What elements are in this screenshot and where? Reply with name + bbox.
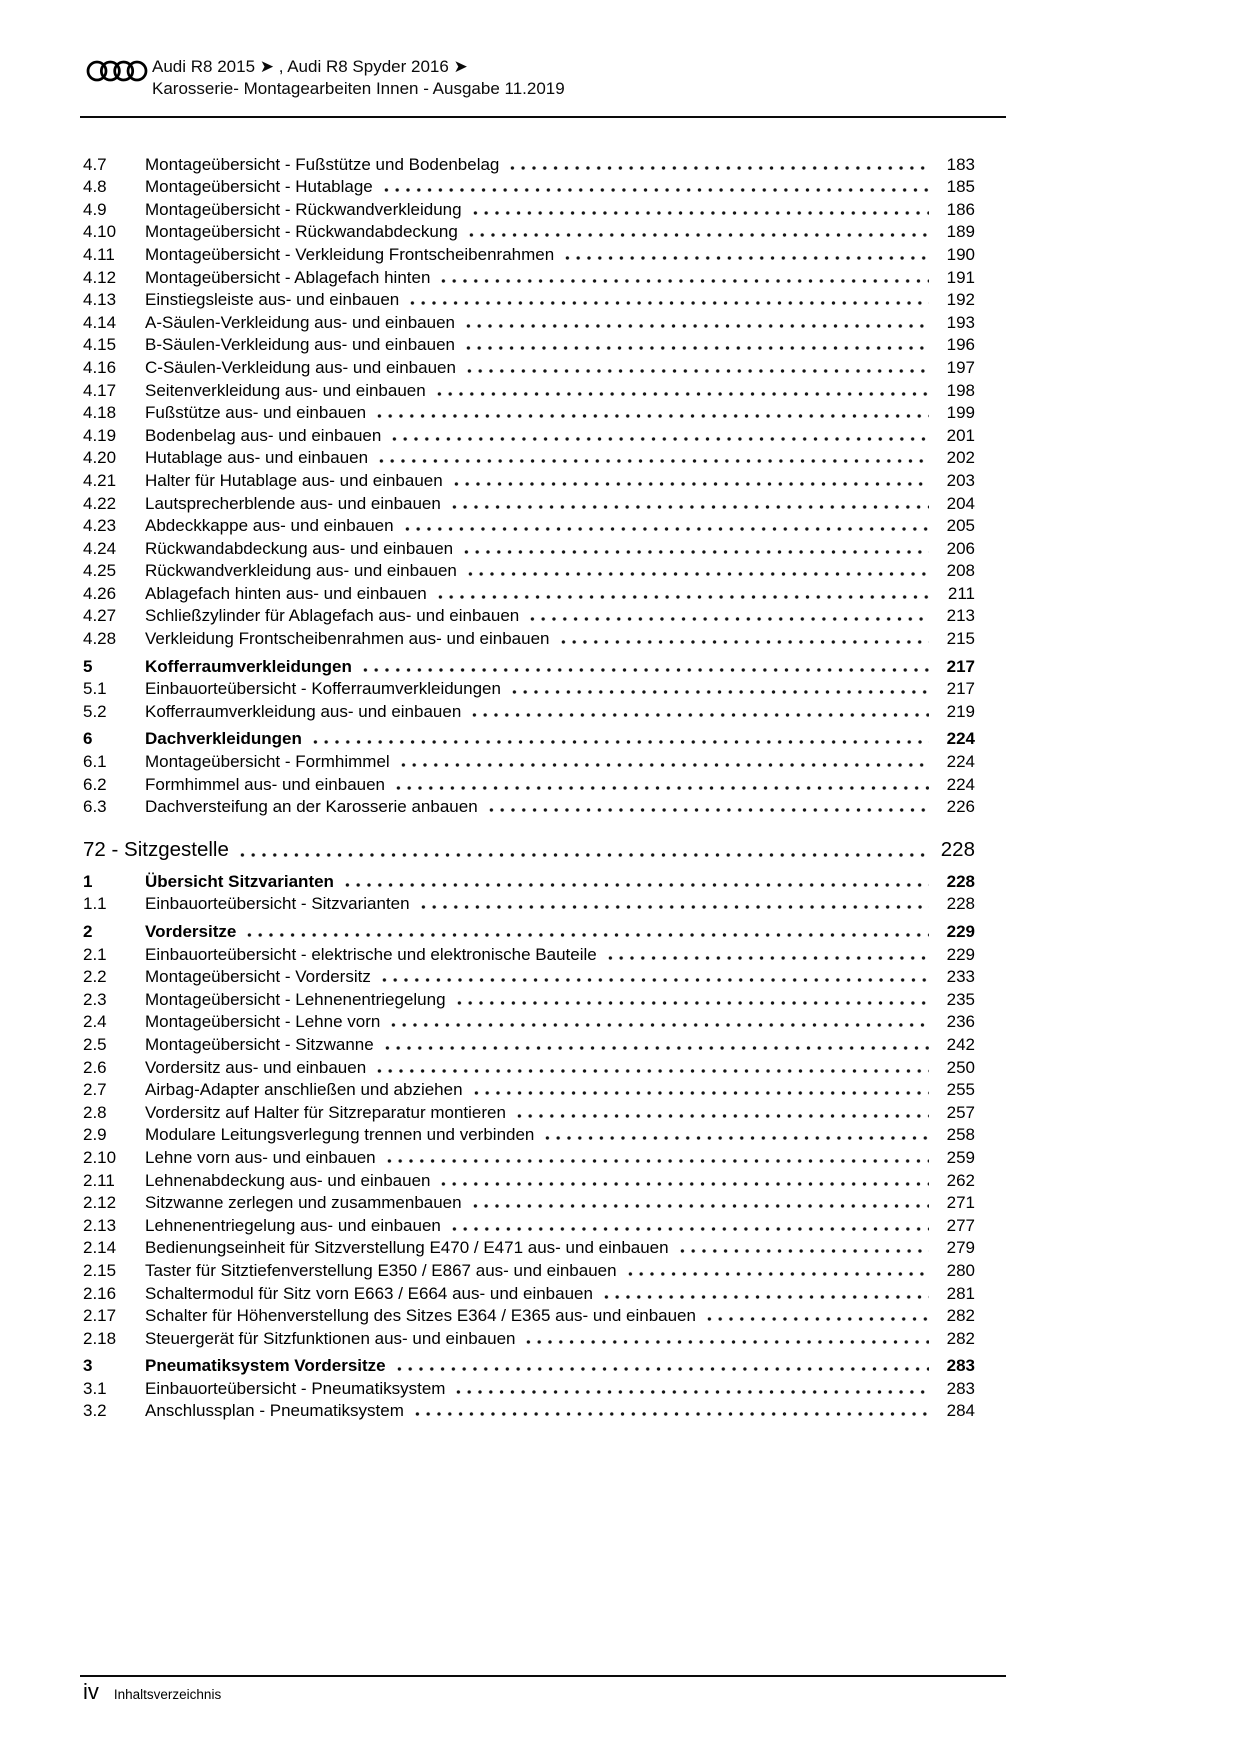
toc-entry: [83, 1032, 975, 1055]
toc-entry-page: 236: [946, 1012, 975, 1032]
toc-entry-number: 2.3: [83, 989, 107, 1009]
toc-entry-number: 2.9: [83, 1125, 107, 1145]
dotted-leader: [471, 1090, 929, 1096]
footer-label: Inhaltsverzeichnis: [113, 1687, 222, 1702]
dotted-leader: [704, 1316, 929, 1322]
toc-entry: [83, 197, 975, 220]
toc-entry-page: 201: [946, 425, 975, 445]
toc-entry-number: 2.6: [83, 1057, 107, 1077]
toc-entry: [83, 1399, 975, 1422]
dotted-leader: [389, 436, 929, 442]
toc-entry-number: 4.15: [83, 335, 117, 355]
toc-entry: [83, 514, 975, 537]
dotted-leader: [379, 977, 929, 983]
toc-entry-page: 228: [946, 894, 975, 914]
toc-entry: [83, 1258, 975, 1281]
toc-entry: [83, 1191, 975, 1214]
toc-entry: [83, 333, 975, 356]
toc-entry-page: 228: [940, 838, 975, 862]
toc-entry-page: 228: [946, 871, 975, 891]
toc-entry-page: 217: [946, 656, 975, 676]
toc-entry-page: 211: [947, 583, 975, 603]
toc-entry: [83, 265, 975, 288]
toc-entry: [83, 699, 975, 722]
toc-entry-number: 5: [83, 656, 93, 676]
toc-entry-number: 2.10: [83, 1147, 117, 1167]
toc-entry-number: 1.1: [83, 894, 107, 914]
toc-entry-title: C-Säulen-Verkleidung aus- und einbauen: [145, 357, 456, 377]
dotted-leader: [558, 639, 930, 645]
dotted-leader: [449, 504, 929, 510]
toc-entry-page: 226: [946, 797, 975, 817]
toc-entry-page: 262: [946, 1170, 975, 1190]
toc-entry: [83, 1123, 975, 1146]
toc-entry-title: Pneumatiksystem Vordersitze: [145, 1356, 386, 1376]
toc-entry-title: A-Säulen-Verkleidung aus- und einbauen: [145, 312, 456, 332]
dotted-leader: [381, 187, 929, 193]
dotted-leader: [486, 807, 929, 813]
toc-entry: [83, 242, 975, 265]
toc-entry-title: Montageübersicht - Rückwandverkleidung: [145, 199, 462, 219]
toc-entry-title: Rückwandverkleidung aus- und einbauen: [145, 561, 457, 581]
toc-entry-title: 72 - Sitzgestelle: [83, 838, 229, 862]
footer-divider: [80, 1675, 1006, 1677]
dotted-leader: [463, 345, 929, 351]
dotted-leader: [382, 1045, 929, 1051]
toc-entry-page: 224: [946, 729, 975, 749]
dotted-leader: [418, 904, 929, 910]
dotted-leader: [507, 165, 929, 171]
toc-entry-title: Montageübersicht - Verkleidung Frontscheibenrahmen: [145, 244, 555, 264]
toc-entry-title: Modulare Leitungsverlegung trennen und verbinden: [145, 1125, 535, 1145]
dotted-leader: [374, 1068, 929, 1074]
audi-rings-icon: [86, 60, 148, 87]
dotted-leader: [434, 391, 929, 397]
toc-entry-title: Bedienungseinheit für Sitzverstellung E470 / E471 aus- und einbauen: [145, 1238, 669, 1258]
toc-entry-title: Schließzylinder für Ablagefach aus- und einbauen: [145, 606, 520, 626]
toc-entry: [83, 378, 975, 401]
dotted-leader: [393, 785, 929, 791]
toc-entry-title: Formhimmel aus- und einbauen: [145, 774, 386, 794]
dotted-leader: [394, 1366, 929, 1372]
toc-entry: [83, 536, 975, 559]
toc-entry-number: 6.1: [83, 752, 107, 772]
toc-list: [83, 152, 975, 1421]
toc-entry-page: 280: [946, 1260, 975, 1280]
toc-entry-number: 2.16: [83, 1283, 117, 1303]
toc-entry-page: 204: [946, 493, 975, 513]
toc-entry-title: Einbauorteübersicht - Pneumatiksystem: [145, 1378, 446, 1398]
toc-entry-number: 3.1: [83, 1378, 107, 1398]
toc-entry-number: 2.15: [83, 1260, 117, 1280]
toc-entry: [83, 1145, 975, 1168]
toc-entry-title: Montageübersicht - Lehne vorn: [145, 1012, 381, 1032]
toc-entry-title: Vordersitz aus- und einbauen: [145, 1057, 367, 1077]
toc-entry-title: Lehne vorn aus- und einbauen: [145, 1147, 376, 1167]
dotted-leader: [376, 458, 929, 464]
toc-entry: [83, 175, 975, 198]
toc-entry: [83, 727, 975, 750]
toc-entry-title: Einbauorteübersicht - elektrische und elektronische Bauteile: [145, 944, 597, 964]
toc-entry-page: 185: [946, 177, 975, 197]
dotted-leader: [542, 1135, 929, 1141]
dotted-leader: [461, 549, 929, 555]
dotted-leader: [407, 300, 929, 306]
toc-entry-page: 224: [946, 774, 975, 794]
toc-entry-number: 6.2: [83, 774, 107, 794]
toc-entry-page: 242: [946, 1034, 975, 1054]
toc-entry-page: 283: [946, 1356, 975, 1376]
toc-entry-number: 4.9: [83, 199, 107, 219]
toc-entry-number: 2.11: [83, 1170, 115, 1190]
toc-entry-title: Abdeckkappe aus- und einbauen: [145, 516, 394, 536]
toc-entry-page: 283: [946, 1378, 975, 1398]
dotted-leader: [454, 1000, 929, 1006]
toc-entry-title: B-Säulen-Verkleidung aus- und einbauen: [145, 335, 456, 355]
toc-entry-page: 277: [946, 1215, 975, 1235]
toc-entry-number: 2.13: [83, 1215, 117, 1235]
toc-entry-number: 6.3: [83, 797, 107, 817]
toc-entry-page: 224: [946, 752, 975, 772]
toc-entry-page: 255: [946, 1080, 975, 1100]
toc-entry-page: 199: [946, 403, 975, 423]
dotted-leader: [465, 571, 929, 577]
toc-entry: [83, 677, 975, 700]
toc-entry-number: 2.1: [83, 944, 107, 964]
dotted-leader: [509, 689, 929, 695]
toc-entry-title: Lehnenentriegelung aus- und einbauen: [145, 1215, 441, 1235]
toc-entry-title: Steuergerät für Sitzfunktionen aus- und einbauen: [145, 1328, 516, 1348]
toc-entry: [83, 919, 975, 942]
toc-entry-title: Verkleidung Frontscheibenrahmen aus- und einbauen: [145, 629, 550, 649]
toc-entry: [83, 1236, 975, 1259]
toc-entry-page: 208: [946, 561, 975, 581]
toc-entry-title: Montageübersicht - Fußstütze und Bodenbelag: [145, 154, 500, 174]
toc-entry-title: Airbag-Adapter anschließen und abziehen: [145, 1080, 463, 1100]
dotted-leader: [435, 594, 929, 600]
toc-entry-number: 2.7: [83, 1080, 107, 1100]
toc-entry: [83, 152, 975, 175]
toc-entry-page: 229: [946, 922, 975, 941]
toc-entry-number: 5.2: [83, 701, 107, 721]
toc-entry-page: 259: [946, 1147, 975, 1167]
toc-entry-page: 229: [946, 944, 975, 964]
toc-entry-number: 4.8: [83, 177, 107, 197]
toc-entry: [83, 987, 975, 1010]
toc-entry-number: 4.13: [83, 290, 117, 310]
toc-entry-title: Montageübersicht - Ablagefach hinten: [145, 267, 431, 287]
toc-entry-number: 2.2: [83, 967, 107, 987]
toc-entry: [83, 559, 975, 582]
toc-entry: [83, 1376, 975, 1399]
toc-entry-number: 3.2: [83, 1401, 107, 1421]
toc-entry-number: 4.28: [83, 629, 117, 649]
toc-entry-title: Hutablage aus- und einbauen: [145, 448, 369, 468]
toc-entry-page: 284: [946, 1401, 975, 1421]
toc-entry-number: 4.10: [83, 222, 117, 242]
toc-entry-title: Vordersitze: [145, 922, 237, 941]
dotted-leader: [451, 481, 929, 487]
toc-entry: [83, 468, 975, 491]
toc-entry-number: 4.21: [83, 470, 117, 490]
toc-entry-title: Lautsprecherblende aus- und einbauen: [145, 493, 441, 513]
toc-entry-title: Einbauorteübersicht - Sitzvarianten: [145, 894, 410, 914]
toc-entry: [83, 310, 975, 333]
toc-entry: [83, 1326, 975, 1349]
toc-entry-page: 281: [946, 1283, 975, 1303]
toc-entry-title: Kofferraumverkleidungen: [145, 656, 352, 676]
footer-page-number: iv: [83, 1679, 99, 1704]
toc-entry-page: 198: [946, 380, 975, 400]
dotted-leader: [388, 1022, 929, 1028]
toc-entry-page: 189: [946, 222, 975, 242]
toc-entry-title: Vordersitz auf Halter für Sitzreparatur montieren: [145, 1102, 506, 1122]
toc-entry-number: 3: [83, 1356, 93, 1376]
toc-entry-title: Übersicht Sitzvarianten: [145, 871, 334, 891]
toc-entry-title: Rückwandabdeckung aus- und einbauen: [145, 538, 454, 558]
toc-entry-title: Taster für Sitztiefenverstellung E350 / E867 aus- und einbauen: [145, 1260, 617, 1280]
toc-entry-number: 4.7: [83, 154, 107, 174]
toc-entry: [83, 1213, 975, 1236]
toc-entry: [83, 491, 975, 514]
toc-entry-page: 213: [946, 606, 975, 626]
toc-entry-number: 2: [83, 922, 93, 941]
toc-entry-title: Ablagefach hinten aus- und einbauen: [145, 583, 427, 603]
dotted-leader: [360, 667, 929, 673]
toc-entry-number: 2.4: [83, 1012, 107, 1032]
dotted-leader: [398, 762, 929, 768]
toc-entry: [83, 654, 975, 677]
toc-entry-title: Schaltermodul für Sitz vorn E663 / E664 aus- und einbauen: [145, 1283, 593, 1303]
toc-entry-number: 2.14: [83, 1238, 117, 1258]
toc-entry: [83, 626, 975, 649]
toc-entry: [83, 1078, 975, 1101]
toc-entry-number: 5.1: [83, 679, 107, 699]
dotted-leader: [244, 932, 929, 938]
dotted-leader: [466, 232, 929, 238]
toc-entry: [83, 446, 975, 469]
dotted-leader: [523, 1339, 929, 1345]
toc-entry-title: Einstiegsleiste aus- und einbauen: [145, 290, 400, 310]
header-title-line1: Audi R8 2015 ➤ , Audi R8 Spyder 2016 ➤: [152, 57, 468, 76]
dotted-leader: [605, 955, 929, 961]
dotted-leader: [449, 1226, 929, 1232]
toc-entry-title: Montageübersicht - Sitzwanne: [145, 1034, 374, 1054]
toc-entry-number: 4.12: [83, 267, 117, 287]
toc-entry-title: Schalter für Höhenverstellung des Sitzes E364 / E365 aus- und einbauen: [145, 1306, 696, 1326]
toc-entry-title: Kofferraumverkleidung aus- und einbauen: [145, 701, 462, 721]
header-divider: [80, 116, 1006, 118]
toc-entry-page: 217: [946, 679, 975, 699]
toc-entry-page: 250: [946, 1057, 975, 1077]
toc-entry-title: Montageübersicht - Formhimmel: [145, 752, 390, 772]
toc-entry-number: 2.8: [83, 1102, 107, 1122]
toc-entry-title: Dachverkleidungen: [145, 729, 302, 749]
toc-entry: [83, 795, 975, 818]
toc-entry-title: Montageübersicht - Lehnenentriegelung: [145, 989, 446, 1009]
toc-entry-page: 257: [946, 1102, 975, 1122]
toc-entry-page: 191: [946, 267, 975, 287]
dotted-leader: [562, 255, 929, 261]
dotted-leader: [601, 1294, 929, 1300]
toc-entry-number: 6: [83, 729, 93, 749]
document-header: [152, 56, 565, 100]
toc-entry-number: 1: [83, 871, 93, 891]
header-title-line2: Karosserie- Montagearbeiten Innen - Ausgabe 11.2019: [152, 79, 565, 98]
toc-entry-page: 197: [946, 357, 975, 377]
toc-entry-page: 192: [946, 290, 975, 310]
toc-entry: [83, 220, 975, 243]
dotted-leader: [342, 882, 929, 888]
toc-entry-page: 282: [946, 1328, 975, 1348]
toc-entry-title: Montageübersicht - Rückwandabdeckung: [145, 222, 458, 242]
toc-entry-title: Einbauorteübersicht - Kofferraumverkleidungen: [145, 679, 501, 699]
toc-entry-title: Sitzwanne zerlegen und zusammenbauen: [145, 1193, 462, 1213]
toc-entry-number: 4.24: [83, 538, 117, 558]
toc-entry-number: 4.26: [83, 583, 117, 603]
toc-entry-number: 2.17: [83, 1306, 117, 1326]
toc-entry: [83, 604, 975, 627]
toc-entry: [83, 355, 975, 378]
toc-entry: [83, 1055, 975, 1078]
dotted-leader: [384, 1158, 929, 1164]
toc-entry-page: 203: [946, 470, 975, 490]
page-footer: [83, 1680, 221, 1704]
toc-entry-title: Seitenverkleidung aus- und einbauen: [145, 380, 426, 400]
dotted-leader: [374, 413, 929, 419]
toc-entry-title: Montageübersicht - Vordersitz: [145, 967, 371, 987]
toc-entry-page: 196: [946, 335, 975, 355]
toc-entry-number: 2.5: [83, 1034, 107, 1054]
toc-entry-title: Fußstütze aus- und einbauen: [145, 403, 367, 423]
toc-entry-number: 4.17: [83, 380, 117, 400]
toc-entry-number: 4.22: [83, 493, 117, 513]
dotted-leader: [463, 323, 929, 329]
toc-entry: [83, 1304, 975, 1327]
dotted-leader: [625, 1271, 929, 1277]
toc-entry-page: 233: [946, 967, 975, 987]
dotted-leader: [402, 526, 929, 532]
dotted-leader: [470, 210, 929, 216]
dotted-leader: [438, 1181, 929, 1187]
toc-entry-page: 215: [946, 629, 975, 649]
toc-entry-number: 4.27: [83, 606, 117, 626]
toc-entry: [83, 869, 975, 892]
toc-entry-number: 2.12: [83, 1193, 117, 1213]
toc-entry-number: 4.19: [83, 425, 117, 445]
toc-entry-page: 271: [946, 1193, 975, 1213]
toc-entry-title: Bodenbelag aus- und einbauen: [145, 425, 382, 445]
dotted-leader: [469, 712, 929, 718]
toc-entry: [83, 965, 975, 988]
toc-entry-number: 4.25: [83, 561, 117, 581]
toc-entry: [83, 401, 975, 424]
toc-entry-page: 206: [946, 538, 975, 558]
dotted-leader: [237, 852, 929, 858]
toc-entry: [83, 832, 975, 862]
toc-entry-page: 279: [946, 1238, 975, 1258]
toc-entry-number: 4.18: [83, 403, 117, 423]
toc-entry-number: 2.18: [83, 1328, 117, 1348]
toc-entry-number: 4.14: [83, 312, 117, 332]
toc-entry-title: Dachversteifung an der Karosserie anbauen: [145, 797, 478, 817]
toc-entry-page: 219: [946, 701, 975, 721]
toc-entry: [83, 892, 975, 915]
dotted-leader: [453, 1389, 929, 1395]
toc-entry-title: Halter für Hutablage aus- und einbauen: [145, 470, 443, 490]
toc-entry-page: 235: [946, 989, 975, 1009]
toc-entry-number: 4.11: [83, 244, 115, 264]
dotted-leader: [470, 1203, 929, 1209]
toc-entry-page: 190: [946, 244, 975, 264]
toc-entry-page: 183: [946, 154, 975, 174]
toc-entry: [83, 1354, 975, 1377]
toc-entry: [83, 288, 975, 311]
toc-entry: [83, 1168, 975, 1191]
toc-entry: [83, 942, 975, 965]
dotted-leader: [438, 278, 929, 284]
dotted-leader: [527, 616, 929, 622]
toc-entry-page: 205: [946, 516, 975, 536]
dotted-leader: [464, 368, 929, 374]
toc-entry-page: 202: [946, 448, 975, 468]
toc-entry-number: 4.16: [83, 357, 117, 377]
dotted-leader: [310, 739, 929, 745]
toc-entry-title: Anschlussplan - Pneumatiksystem: [145, 1401, 404, 1421]
dotted-leader: [514, 1113, 929, 1119]
toc-entry-page: 186: [946, 199, 975, 219]
toc-entry-number: 4.20: [83, 448, 117, 468]
dotted-leader: [412, 1411, 929, 1417]
toc-entry-number: 4.23: [83, 516, 117, 536]
toc-entry: [83, 749, 975, 772]
toc-entry: [83, 1010, 975, 1033]
toc-entry-title: Montageübersicht - Hutablage: [145, 177, 373, 197]
toc-entry-page: 258: [946, 1125, 975, 1145]
dotted-leader: [677, 1248, 929, 1254]
toc-entry-title: Lehnenabdeckung aus- und einbauen: [145, 1170, 431, 1190]
toc-entry: [83, 581, 975, 604]
toc-entry: [83, 1281, 975, 1304]
toc-entry-page: 282: [946, 1306, 975, 1326]
toc-entry: [83, 1100, 975, 1123]
toc-entry: [83, 772, 975, 795]
toc-entry-page: 193: [946, 312, 975, 332]
toc-entry: [83, 423, 975, 446]
